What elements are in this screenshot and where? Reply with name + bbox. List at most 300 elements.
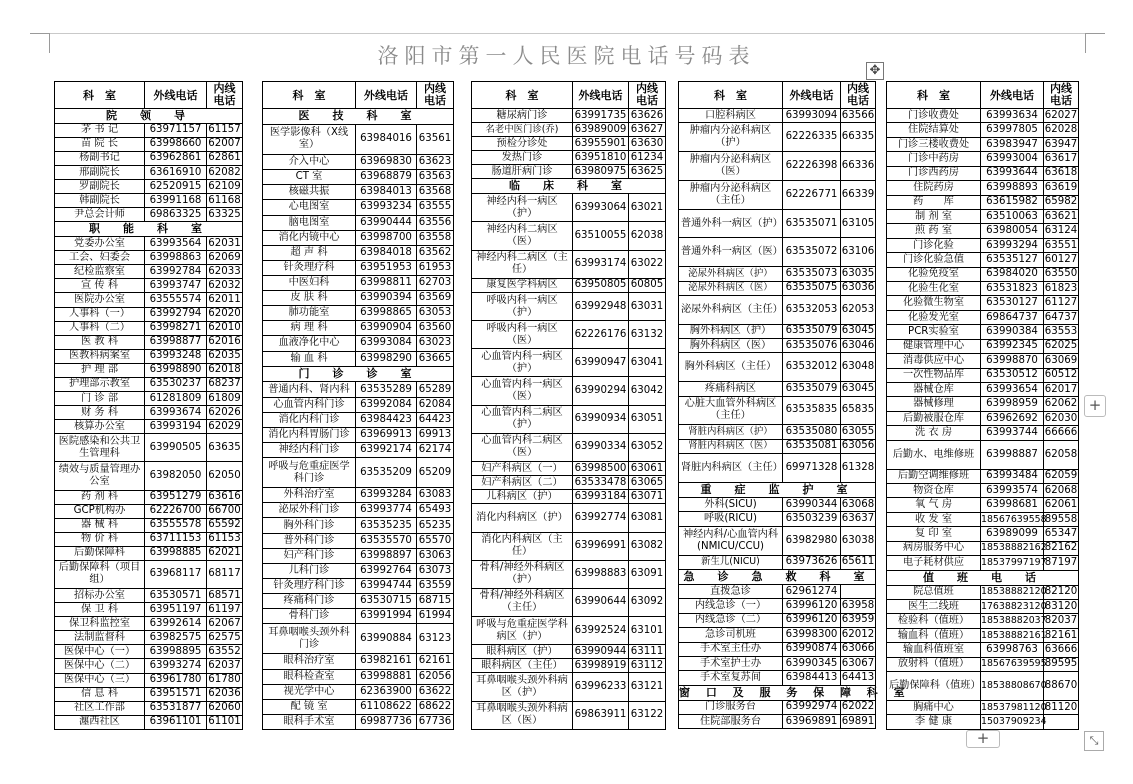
table-row: [887, 282, 1079, 296]
table-row: [887, 657, 1079, 671]
outer-phone: 18538808670: [981, 672, 1044, 701]
department-name: 人事科（二）: [55, 321, 145, 335]
table-row: [472, 476, 666, 490]
table-row: [887, 209, 1079, 223]
header-outer-phone: 外线电话: [981, 82, 1044, 109]
department-name: 医教科病案室: [55, 349, 145, 363]
inner-phone: 63052: [629, 433, 666, 461]
department-name: 医生二线班: [887, 600, 981, 614]
inner-phone: 62059: [1044, 469, 1079, 483]
outer-phone: 18538882120: [981, 585, 1044, 599]
table-row: [55, 293, 243, 307]
table-row: [263, 503, 454, 518]
table-row: [887, 166, 1079, 180]
table-row: [55, 279, 243, 293]
outer-phone: 63998897: [356, 548, 417, 563]
table-row: [263, 714, 454, 729]
outer-phone: 63535127: [981, 253, 1044, 267]
inner-phone: 83120: [1044, 600, 1079, 614]
table-row: [55, 321, 243, 335]
outer-phone: 63998500: [573, 462, 629, 476]
outer-phone: 63990505: [145, 434, 207, 462]
inner-phone: 62026: [207, 406, 243, 420]
table-row: [472, 109, 666, 123]
page-title: 洛阳市第一人民医院电话号码表: [377, 44, 756, 68]
department-name: 医学影像科（X线室）: [263, 124, 356, 154]
department-name: 器 械 科: [55, 518, 145, 532]
header-outer-phone: 外线电话: [573, 82, 629, 109]
table-row: [472, 673, 666, 701]
department-name: 呼吸与危重症医学科病区（护）: [472, 617, 573, 645]
inner-phone: 63553: [1044, 325, 1079, 339]
outer-phone: 63990944: [573, 645, 629, 659]
outer-phone: 69971328: [783, 454, 841, 483]
inner-phone: 62050: [207, 462, 243, 490]
department-name: 视光学中心: [263, 684, 356, 699]
inner-phone: 63068: [841, 498, 876, 512]
inner-phone: 63568: [417, 185, 454, 200]
table-row: [55, 518, 243, 532]
table-row: [887, 123, 1079, 137]
table-row: [55, 645, 243, 659]
department-name: 药 剂 科: [55, 490, 145, 504]
inner-phone: 61809: [207, 391, 243, 405]
table-row: [55, 265, 243, 279]
inner-phone: 63122: [629, 701, 666, 729]
table-row: [472, 377, 666, 405]
department-name: 耳鼻咽喉头颈外科病区（护）: [472, 673, 573, 701]
inner-phone: 88670: [1044, 672, 1079, 701]
department-name: 门诊化验急值: [887, 253, 981, 267]
table-row: [263, 442, 454, 457]
inner-phone: 62058: [1044, 440, 1079, 469]
inner-phone: 63124: [1044, 224, 1079, 238]
outer-phone: 63989099: [981, 527, 1044, 541]
outer-phone: 63535079: [783, 324, 841, 338]
department-name: 肾脏内科病区（医）: [679, 439, 783, 453]
inner-phone: 63069: [1044, 354, 1079, 368]
department-name: 发热门诊: [472, 151, 573, 165]
table-row: [263, 275, 454, 290]
department-name: 药 库: [887, 195, 981, 209]
table-row: [472, 532, 666, 560]
inner-phone: 62010: [207, 321, 243, 335]
outer-phone: 63969891: [783, 715, 841, 729]
table-row: [55, 589, 243, 603]
table-row: [887, 224, 1079, 238]
outer-phone: 63982050: [145, 462, 207, 490]
header-inner-phone: 内线电话: [417, 82, 454, 109]
outer-phone: 63993294: [981, 238, 1044, 252]
table-move-handle-icon[interactable]: ✥: [866, 62, 884, 80]
department-name: 化验生化室: [887, 282, 981, 296]
table-row: [263, 699, 454, 714]
phone-table-5: [886, 81, 1079, 730]
table-row: [679, 295, 876, 324]
inner-phone: 63622: [417, 684, 454, 699]
outer-phone: 18567639558: [981, 512, 1044, 526]
table-row: [887, 296, 1079, 310]
department-name: 收 发 室: [887, 512, 981, 526]
table-row: [887, 109, 1079, 123]
inner-phone: 63041: [629, 349, 666, 377]
table-row: [55, 715, 243, 729]
table-row: [887, 397, 1079, 411]
table-row: [55, 631, 243, 645]
table-row: [472, 701, 666, 729]
outer-phone: 63973626: [783, 555, 841, 569]
department-name: 输血科（值班）: [887, 628, 981, 642]
table-header-row: [472, 82, 666, 109]
department-name: 眼科检查室: [263, 669, 356, 684]
department-name: 社区工作部: [55, 701, 145, 715]
inner-phone: 62022: [841, 700, 876, 714]
department-name: 眼科手术室: [263, 714, 356, 729]
table-row: [679, 339, 876, 353]
outer-phone: 63990384: [981, 325, 1044, 339]
inner-phone: 63048: [841, 353, 876, 382]
table-row: [472, 659, 666, 673]
department-name: 门诊中药房: [887, 152, 981, 166]
table-row: [55, 504, 243, 518]
table-row: [55, 208, 243, 222]
outer-phone: 63532053: [783, 295, 841, 324]
table-row: [263, 563, 454, 578]
inner-phone: 62029: [207, 420, 243, 434]
inner-phone: 62031: [207, 237, 243, 251]
department-name: 住院药房: [887, 181, 981, 195]
department-name: 消化内镜中心: [263, 230, 356, 245]
inner-phone: 61157: [207, 123, 243, 137]
header-outer-phone: 外线电话: [356, 82, 417, 109]
add-row-button[interactable]: +: [966, 730, 1000, 748]
department-name: 党委办公室: [55, 237, 145, 251]
section-title: 急 诊 急 救 科 室: [679, 569, 876, 584]
inner-phone: 61780: [207, 673, 243, 687]
department-name: 急诊司机班: [679, 628, 783, 642]
inner-phone: 63021: [629, 194, 666, 222]
outer-phone: 63993184: [573, 490, 629, 504]
department-name: 心血管内科一病区（医）: [472, 377, 573, 405]
table-row: [887, 137, 1079, 151]
outer-phone: 17638823120: [981, 600, 1044, 614]
inner-phone: 62060: [207, 701, 243, 715]
table-row: [679, 512, 876, 526]
outer-phone: 63993654: [981, 383, 1044, 397]
table-row: [472, 504, 666, 532]
table-row: [472, 588, 666, 616]
inner-phone: 62007: [207, 137, 243, 151]
outer-phone: 63533478: [573, 476, 629, 490]
department-name: 消毒供应中心: [887, 354, 981, 368]
table-row: [263, 412, 454, 427]
inner-phone: 63617: [1044, 152, 1079, 166]
outer-phone: 63993234: [356, 200, 417, 215]
table-row: [55, 123, 243, 137]
inner-phone: 63560: [417, 321, 454, 336]
table-row: [472, 433, 666, 461]
table-row: [472, 349, 666, 377]
inner-phone: 63106: [841, 238, 876, 267]
table-row: [263, 458, 454, 488]
phone-table-1: [54, 81, 243, 730]
outer-phone: 63998290: [356, 351, 417, 366]
table-resize-handle-icon[interactable]: ⤡: [1084, 731, 1104, 751]
outer-phone: 63991735: [573, 109, 629, 123]
inner-phone: 63055: [841, 425, 876, 439]
department-name: 化验发光室: [887, 310, 981, 324]
department-name: 妇产科门诊: [263, 548, 356, 563]
inner-phone: 62011: [207, 293, 243, 307]
inner-phone: 62053: [841, 295, 876, 324]
table-row: [472, 151, 666, 165]
inner-phone: 63569: [417, 291, 454, 306]
outer-phone: 18537997197: [981, 556, 1044, 570]
department-name: 心血管内科门诊: [263, 397, 356, 412]
table-row: [263, 382, 454, 397]
department-name: 儿科病区（护）: [472, 490, 573, 504]
table-row: [679, 599, 876, 613]
outer-phone: 62226771: [783, 180, 841, 209]
inner-phone: 63623: [417, 155, 454, 170]
department-name: 眼科病区（主任）: [472, 659, 573, 673]
department-name: 法制监督科: [55, 631, 145, 645]
inner-phone: 63045: [841, 382, 876, 396]
department-name: 医 教 科: [55, 335, 145, 349]
table-row: [887, 195, 1079, 209]
table-row: [679, 324, 876, 338]
inner-phone: 63022: [629, 250, 666, 278]
department-name: 妇产科病区（二）: [472, 476, 573, 490]
department-name: 胸外科病区（医）: [679, 339, 783, 353]
section-title: 窗 口 及 服 务 保 障 科 室: [679, 685, 911, 699]
table-row: [472, 645, 666, 659]
department-name: 核算办公室: [55, 420, 145, 434]
outer-phone: 63992524: [573, 617, 629, 645]
inner-phone: 62174: [417, 442, 454, 457]
table-row: [263, 306, 454, 321]
inner-phone: 62703: [417, 275, 454, 290]
department-name: 门诊三楼收费处: [887, 137, 981, 151]
outer-phone: 63535072: [783, 238, 841, 267]
department-name: 内线急诊（一）: [679, 599, 783, 613]
outer-phone: 63990904: [356, 321, 417, 336]
header-dept: 科 室: [55, 82, 145, 109]
department-name: 院总值班: [887, 585, 981, 599]
phone-table: [54, 81, 243, 730]
department-name: 泌尿外科病区（医）: [679, 281, 783, 295]
table-row: [55, 546, 243, 560]
table-row: [887, 325, 1079, 339]
table-header-row: [55, 82, 243, 109]
department-name: 门诊化验: [887, 238, 981, 252]
outer-phone: 63530571: [145, 589, 207, 603]
outer-phone: 63535079: [783, 382, 841, 396]
department-name: 外科(SICU): [679, 498, 783, 512]
phone-table-4: [678, 81, 911, 729]
outer-phone: 63510055: [573, 222, 629, 250]
table-row: [887, 672, 1079, 701]
page-top-border: [30, 33, 1105, 34]
outer-phone: 63951810: [573, 151, 629, 165]
department-name: 眼科治疗室: [263, 654, 356, 669]
outer-phone: 18538882037: [981, 614, 1044, 628]
outer-phone: 63992948: [573, 292, 629, 320]
outer-phone: 63990934: [573, 405, 629, 433]
section-title: 重 症 监 护 室: [679, 482, 876, 497]
table-row: [887, 643, 1079, 657]
department-name: 消化内科胃肠门诊: [263, 427, 356, 442]
department-name: 新生儿(NICU): [679, 555, 783, 569]
crop-mark: [30, 33, 50, 34]
table-row: [472, 278, 666, 292]
department-name: 工会、妇委会: [55, 251, 145, 265]
inner-phone: 61153: [207, 532, 243, 546]
table-row: [472, 490, 666, 504]
outer-phone: 63711153: [145, 532, 207, 546]
table-row: [679, 715, 876, 729]
inner-phone: 63621: [1044, 209, 1079, 223]
inner-phone: 63566: [841, 109, 876, 123]
table-row: [263, 397, 454, 412]
department-name: 护 理 部: [55, 363, 145, 377]
inner-phone: 63073: [417, 563, 454, 578]
department-name: 后勤保障科（项目组）: [55, 560, 145, 588]
section-title: 院 领 导: [55, 109, 243, 124]
table-row: [887, 715, 1079, 729]
table-row: [263, 533, 454, 548]
inner-phone: 62109: [207, 180, 243, 194]
outer-phone: 63984018: [356, 245, 417, 260]
inner-phone: 63635: [207, 434, 243, 462]
inner-phone: 63626: [629, 109, 666, 123]
department-name: 门诊西药房: [887, 166, 981, 180]
inner-phone: [841, 585, 876, 599]
inner-phone: 65493: [417, 503, 454, 518]
department-name: 神经内科/心血管内科(NMICU/CCU): [679, 526, 783, 555]
table-row: [472, 123, 666, 137]
outer-phone: 63993248: [145, 349, 207, 363]
inner-phone: 62575: [207, 631, 243, 645]
department-name: 招标办公室: [55, 589, 145, 603]
outer-phone: 63990884: [356, 624, 417, 654]
outer-phone: 63996991: [573, 532, 629, 560]
inner-phone: 62025: [1044, 339, 1079, 353]
section-header-row: [55, 109, 243, 124]
department-name: 针灸理疗科: [263, 260, 356, 275]
outer-phone: 63994744: [356, 578, 417, 593]
department-name: 器械修理: [887, 397, 981, 411]
department-name: 消化内科病区（主任）: [472, 532, 573, 560]
inner-phone: 66666: [1044, 426, 1079, 440]
department-name: 骨科门诊: [263, 609, 356, 624]
outer-phone: 63996120: [783, 599, 841, 613]
department-name: 门诊收费处: [887, 109, 981, 123]
inner-phone: 63056: [841, 439, 876, 453]
department-name: 护理部示教室: [55, 377, 145, 391]
department-name: 邢副院长: [55, 166, 145, 180]
table-row: [887, 354, 1079, 368]
header-inner-phone: 内线电话: [207, 82, 243, 109]
table-row: [887, 339, 1079, 353]
table-row: [887, 527, 1079, 541]
outer-phone: 62961274: [783, 585, 841, 599]
department-name: 介入中心: [263, 155, 356, 170]
table-row: [887, 267, 1079, 281]
department-name: 外科治疗室: [263, 488, 356, 503]
outer-phone: 63984413: [783, 671, 841, 685]
inner-phone: 63071: [629, 490, 666, 504]
inner-phone: 63958: [841, 599, 876, 613]
header-inner-phone: 内线电话: [629, 82, 666, 109]
outer-phone: 63998877: [145, 335, 207, 349]
inner-phone: 62161: [417, 654, 454, 669]
table-row: [263, 321, 454, 336]
department-name: CT 室: [263, 170, 356, 185]
inner-phone: 62021: [207, 546, 243, 560]
table-row: [887, 440, 1079, 469]
department-name: 直拨急诊: [679, 585, 783, 599]
table-row: [887, 600, 1079, 614]
table-row: [679, 555, 876, 569]
outer-phone: 63998863: [145, 251, 207, 265]
department-name: 一次性物品库: [887, 368, 981, 382]
inner-phone: 65209: [417, 458, 454, 488]
inner-phone: 62027: [1044, 109, 1079, 123]
header-outer-phone: 外线电话: [783, 82, 841, 109]
inner-phone: 62069: [207, 251, 243, 265]
table-row: [887, 512, 1079, 526]
inner-phone: 67736: [417, 714, 454, 729]
outer-phone: 63951953: [356, 260, 417, 275]
add-column-button[interactable]: +: [1084, 395, 1106, 417]
outer-phone: 63535835: [783, 396, 841, 425]
inner-phone: 66335: [841, 123, 876, 152]
outer-phone: 63989009: [573, 123, 629, 137]
inner-phone: 62020: [207, 307, 243, 321]
department-name: 肾脏内科病区（护）: [679, 425, 783, 439]
department-name: 消化内科病区（护）: [472, 504, 573, 532]
department-name: 住院部服务台: [679, 715, 783, 729]
inner-phone: 63081: [629, 504, 666, 532]
outer-phone: 63998660: [145, 137, 207, 151]
department-name: 眼科病区（护）: [472, 645, 573, 659]
department-name: 神经内科门诊: [263, 442, 356, 457]
table-row: [887, 238, 1079, 252]
section-header-row: [263, 109, 454, 125]
outer-phone: 63998919: [573, 659, 629, 673]
table-row: [887, 383, 1079, 397]
department-name: 手术室复苏间: [679, 671, 783, 685]
outer-phone: 63955901: [573, 137, 629, 151]
outer-phone: 69863325: [145, 208, 207, 222]
inner-phone: 63091: [629, 560, 666, 588]
outer-phone: 63998883: [573, 560, 629, 588]
inner-phone: 65611: [841, 555, 876, 569]
department-name: 心脏大血管外科病区（主任）: [679, 396, 783, 425]
department-name: 瀍西社区: [55, 715, 145, 729]
department-name: 心血管内科二病区（护）: [472, 405, 573, 433]
inner-phone: 61234: [629, 151, 666, 165]
department-name: 电子耗材供应: [887, 556, 981, 570]
inner-phone: 63023: [417, 336, 454, 351]
outer-phone: 63616910: [145, 166, 207, 180]
inner-phone: 68571: [207, 589, 243, 603]
outer-phone: 69987736: [356, 714, 417, 729]
table-row: [679, 396, 876, 425]
department-name: 韩副院长: [55, 194, 145, 208]
inner-phone: 63045: [841, 324, 876, 338]
